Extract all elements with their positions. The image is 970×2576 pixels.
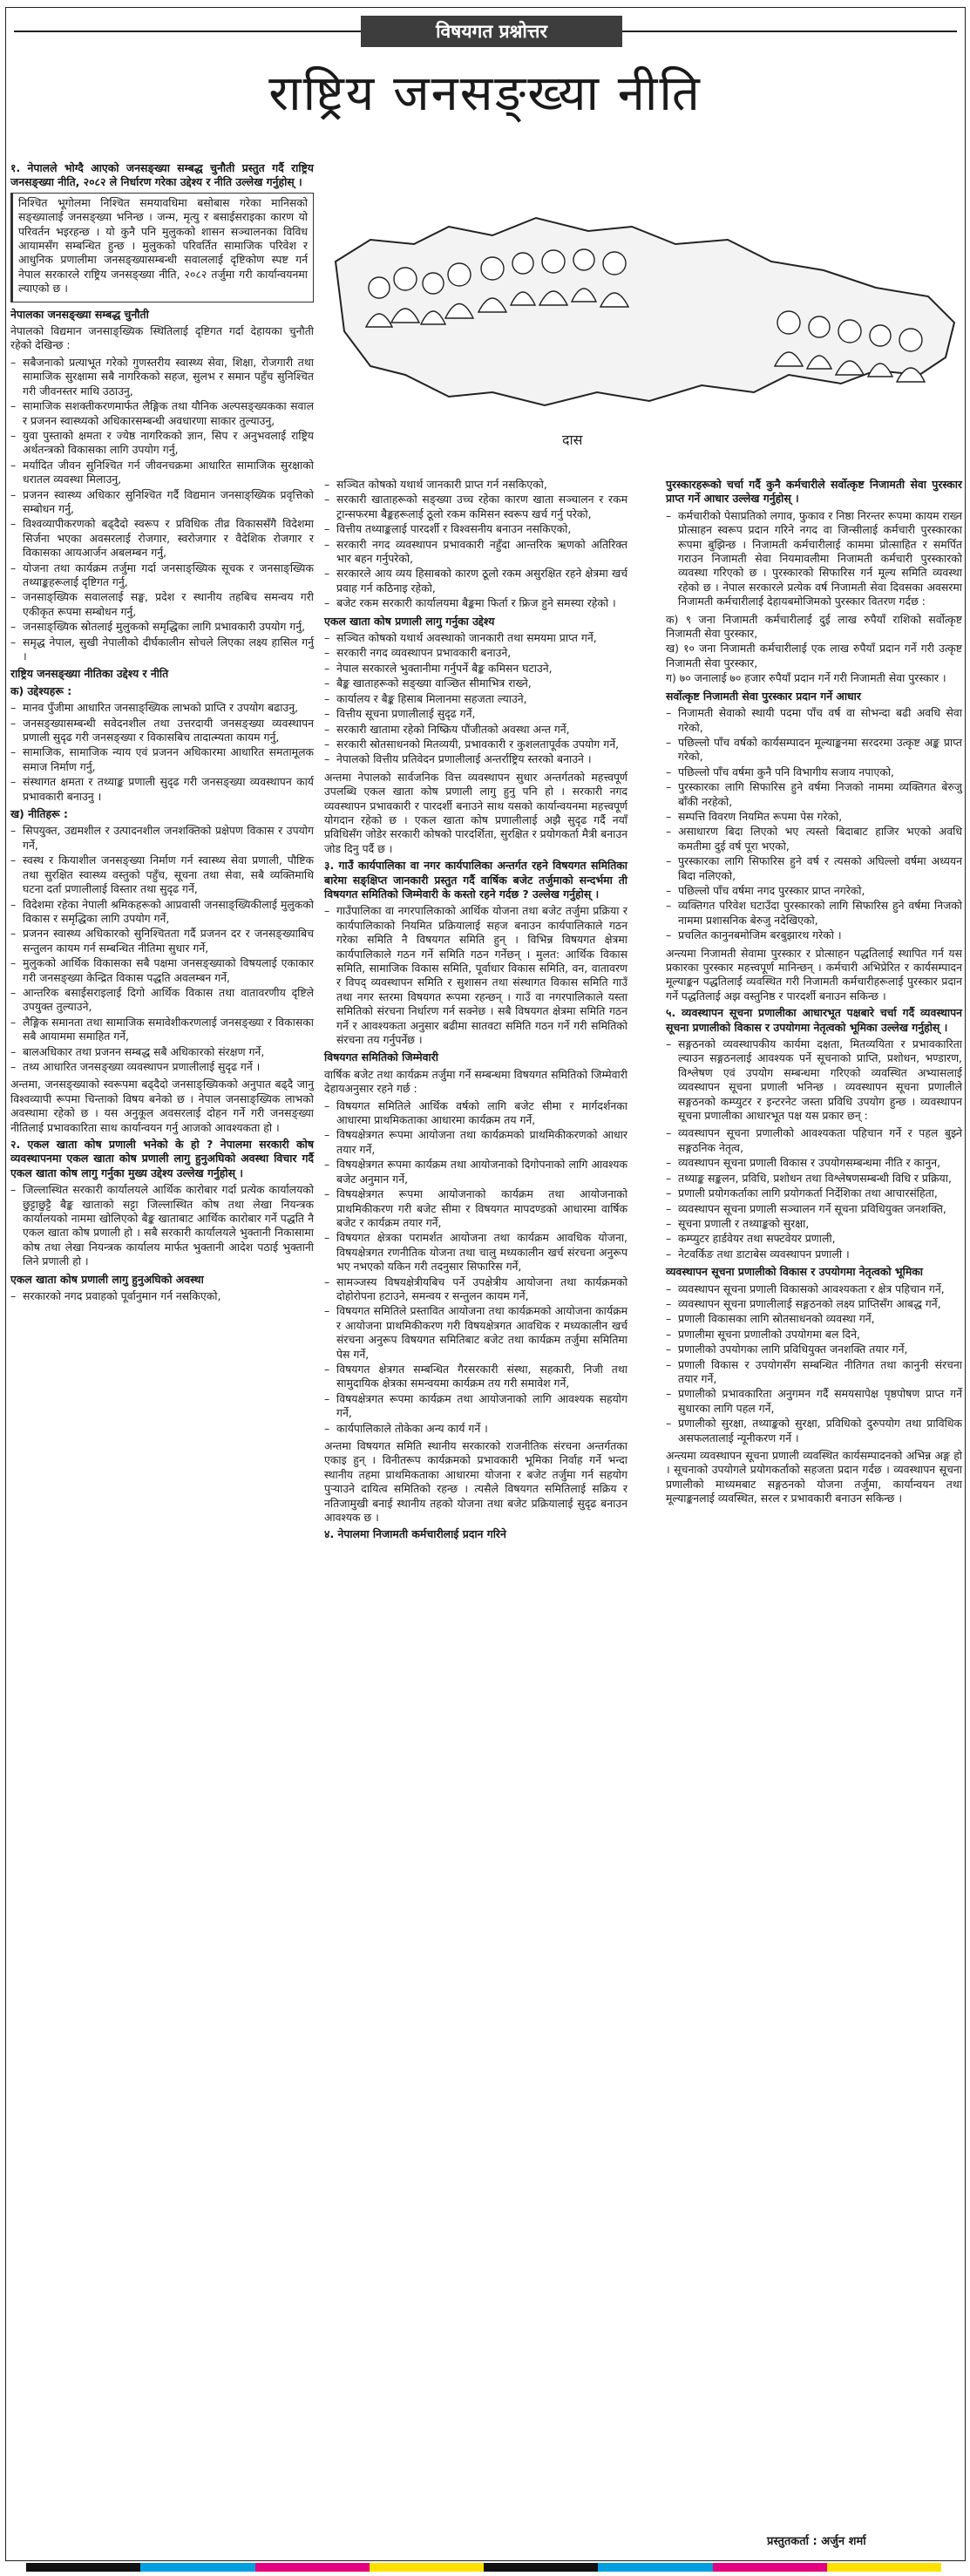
q2-prev-list-cont [324,478,627,611]
leadership-item: – व्यवस्थापन सूचना प्रणालीलाई सङ्गठनको लक्ष्य प्राप्तिसँग आबद्ध गर्ने, [666,1297,962,1311]
q3-resp-item: – विषयगत क्षेत्रका परामर्शत आयोजना तथा कार्यक्रम आवधिक योजना, विषयक्षेत्रगत रणनीतिक योजना तथा चालु मध्यकालीन खर्च संरचना अनुरूप भए नभएको यकिन गरी तदनुसार सिफारिस गर्ने, [324,1231,627,1274]
q3-resp-item: – विषयक्षेत्रगत रूपमा आयोजना तथा कार्यक्रमको प्राथमिकीकरणको आधार तयार गर्ने, [324,1128,627,1157]
challenge-item: – जनसाङ्ख्यिक सवाललाई सङ्घ, प्रदेश र स्थानीय तहबिच समन्वय गरी एकीकृत रूपमा सम्बोधन गर्नु, [10,590,314,619]
policy-item: – स्वस्थ र कियाशील जनसङ्ख्या निर्माण गर्न स्वास्थ्य सेवा प्रणाली, पौष्टिक तथा सुरक्षित स्वास्थ्य वस्तुको पहुँच, सूचना तथा सेवा, सबै व्यक्तिमाथि घटना दर्ता प्रणालीलाई विस्तार तथा सुदृढ गर्ने, [10,853,314,896]
q5-intro: – सङ्गठनको व्यवस्थापकीय कार्यमा दक्षता, मितव्ययिता र प्रभावकारिता ल्याउन सङ्गठनलाई आवश्यक पर्ने सूचनाको प्राप्ति, प्रशोधन, भण्डारण, विश्लेषण एवं उपयोग सम्बन्धमा गरिएको व्यवस्थित अभ्यासलाई व्यवस्थापन सूचना प्रणाली भनिन्छ । व्यवस्थापन सूचना प्रणालीले सङ्गठनको कम्प्युटर र इन्टरनेट जस्ता प्रविधि उपयोग हुन्छ । व्यवस्थापन सूचना प्रणालीका आधारभूत पक्ष यस प्रकार छन् : [666,1037,962,1123]
q2-prev-item: – सरकारी नगद व्यवस्थापन प्रभावकारी नहुँदा आन्तरिक ऋणको अतिरिक्त भार बहन गर्नुपरेको, [324,538,627,567]
objective-item: – संस्थागत क्षमता र तथ्याङ्क प्रणाली सुदृढ गरी जनसङ्ख्या व्यवस्थापन कार्य प्रभावकारी बनाउनु । [10,775,314,804]
q5-closing: अन्त्यमा व्यवस्थापन सूचना प्रणाली व्यवस्थित कार्यसम्पादनको अभिन्न अङ्ग हो । सूचनाको उपयोगले प्रयोगकर्ताको सहजता प्रदान गर्दछ । व्यवस्थापन सूचना प्रणालीको माध्यमबाट सङ्गठनको योजना तर्जुमा, कार्यान्वयन तथा मूल्याङ्कनलाई व्यवस्थित, सरल र प्रभावकारी बनाउन सकिन्छ । [666,1449,962,1505]
mis-basics-list [666,1126,962,1261]
q3-resp-item: – विषयक्षेत्रगत रूपमा कार्यक्रम तथा आयोजनाको दिगोपनाको लागि आवश्यक बजेट अनुमान गर्ने, [324,1158,627,1186]
mis-basic-item: – व्यवस्थापन सूचना प्रणालीको आवश्यकता पहिचान गर्ने र पहल बुझ्ने सङ्गठनिक नेतृत्व, [666,1126,962,1155]
q3-closing: अन्तमा विषयगत समिति स्थानीय सरकारको राजनीतिक संरचना अन्तर्गतका एकाइ हुन् । विनीतरूप कार्यक्रमको प्रभावकारी भूमिका निर्वाह गर्ने भन्दा स्थानीय तहमा प्राथमिकताका आधारमा योजना र बजेट तर्जुमा गर्न सहयोग पुऱ्याउने दायित्व समितिको रहन्छ । त्यसैले विषयगत समितिलाई सक्रिय र नतिजामुखी बनाई स्थानीय तहको योजना तथा बजेट प्रक्रियालाई सुदृढ बनाउन आवश्यक छ । [324,1439,627,1525]
policy-item: – मुलुकको आर्थिक विकासका सबै पक्षमा जनसङ्ख्याको विषयलाई एकाकार गरी जनसङ्ख्या केन्द्रित विकास पद्धति अवलम्बन गर्ने, [10,956,314,985]
challenge-item: – मर्यादित जीवन सुनिश्चित गर्न जीवनचक्रमा आधारित सामाजिक सुरक्षाको धरातल व्यवस्था मिलाउनु, [10,459,314,487]
color-swatch [713,2563,827,2572]
q3-resp-item: – विषयक्षेत्रगत रूपमा आयोजनाको कार्यक्रम तथा आयोजनाको प्राथमिकीकरण गरी बजेट सीमा र विषयगत मापदण्डको आधारमा वार्षिक बजेट र कार्यक्रम तयार गर्ने, [324,1187,627,1230]
mis-basic-item: – व्यवस्थापन सूचना प्रणाली सञ्चालन गर्ने सूचना प्रविधियुक्त जनशक्ति, [666,1202,962,1216]
page-title: राष्ट्रिय जनसङ्ख्या नीति [268,65,702,122]
question-4: ४. नेपालमा निजामती कर्मचारीलाई प्रदान गरिने [324,1527,506,1541]
objectives-heading: राष्ट्रिय जनसङ्ख्या नीतिका उद्देश्य र नीति [10,667,169,681]
nepal-map-outline [336,218,954,405]
leadership-item: – प्रणालीमा सूचना प्रणालीको उपयोगमा बल दिने, [666,1328,962,1342]
awards-list [666,613,962,686]
color-swatch [255,2563,370,2572]
section-band [14,16,957,47]
mis-leadership-list [666,1282,962,1445]
award-basis-heading: सर्वोत्कृष्ट निजामती सेवा पुरस्कार प्रदान गर्ने आधार [666,689,861,703]
q3-resp-item: – सामञ्जस्य विषयक्षेत्रीयबिच पर्ने उपक्षेत्रीय आयोजना तथा कार्यक्रमको दोहोरोपना हटाउने, समन्वय र सन्तुलन कायम गर्ने, [324,1275,627,1304]
nepal-map-crowd-illustration [318,157,963,471]
q1-closing: अन्तमा, जनसङ्ख्याको स्वरूपमा बढ्दैदो जनसाङ्ख्यिकको अनुपात बढ्दै जानु विश्वव्यापी रूपमा चिन्ताको विषय बनेको छ । नेपाल जनसाङ्ख्यिक लाभको अवस्थामा रहेको छ । यस अनुकूल अवसरलाई दोहन गर्ने गरी जनसङ्ख्या नीतिलाई प्रभावकारिता साथ कार्यान्वयन गर्नु आजको आवश्यकता हो । [10,1077,314,1134]
leadership-item: – प्रणालीको सुरक्षा, तथ्याङ्कको सुरक्षा, प्रविधिको दुरुपयोग तथा प्राविधिक असफलतालाई न्यूनीकरण गर्ने । [666,1417,962,1445]
challenge-item: – सबैजनाको प्रत्याभूत गरेको गुणस्तरीय स्वास्थ्य सेवा, शिक्षा, रोजगारी तथा सामाजिक सुरक्षामा सबै नागरिकको सहज, सुलभ र समान पहुँच सुनिश्चित गरी जीवनस्तर माथि उठाउनु, [10,356,314,398]
mis-basic-item: – कम्प्युटर हार्डवेयर तथा सफ्टवेयर प्रणाली, [666,1232,962,1246]
q2-prev-list [10,1289,314,1303]
tsa-objective-item: – सरकारी स्रोतसाधनको मितव्ययी, प्रभावकारी र कुशलतापूर्वक उपयोग गर्ने, [324,737,627,751]
color-swatch [26,2563,140,2572]
objectives-list [10,701,314,804]
q2-prev-item: – सरकारले आय व्यय हिसाबको कारण ठूलो रकम असुरक्षित रहने क्षेत्रमा खर्च प्रवाह गर्न कठिनाइ रहेको, [324,567,627,595]
q2-prev-item: – सरकारको नगद प्रवाहको पूर्वानुमान गर्न नसकिएको, [10,1289,314,1303]
q3-intro: – गाउँपालिका वा नगरपालिकाको आर्थिक योजना तथा बजेट तर्जुमा प्रक्रिया र कार्यपालिकाको नियमित प्रक्रियालाई सहज बनाउन कार्यपालिकाले गठन गरेका समिति नै विषयगत समिति हुन् । विभिन्न विषयगत क्षेत्रमा कार्यपालिकाले गठन गर्ने समिति गठन गर्नेछन् । मुलत: आर्थिक विकास समिति, सामाजिक विकास समिति, पूर्वाधार विकास समिति, वन, वातावरण र विपद् व्यवस्थापन समिति र सुशासन तथा संस्थागत विकास समिति गाउँ तथा नगर स्तरमा विषयगत रूपमा रहन्छन् । गाउँ वा नगरपालिकाले यस्ता समितिको संरचना निर्धारण गर्न सक्नेछ । सबै विषयगत क्षेत्रमा समिति गठन गर्ने र आवश्यकता अनुसार बढीमा सातवटा समिति गठन गर्ने गरी समितिको संरचना तय गर्नुपर्नेछ । [324,904,627,1047]
policy-item: – लैङ्गिक समानता तथा सामाजिक समावेशीकरणलाई जनसङ्ख्या र विकासका सबै आयाममा समाहित गर्ने, [10,1016,314,1044]
section-label: विषयगत प्रश्नोत्तर [361,16,622,47]
award-item: क) ९ जना निजामती कर्मचारीलाई दुई लाख रुपैयाँ राशिको सर्वोत्कृष्ट निजामती सेवा पुरस्कार, [666,612,962,641]
policy-item: – आन्तरिक बसाईसराइलाई दिगो आर्थिक विकास तथा वातावरणीय दृष्टिले उपयुक्त तुल्याउने, [10,986,314,1015]
column-right [666,478,962,1509]
objectives-subheading: क) उद्देश्यहरू : [10,683,72,697]
color-swatch [370,2563,484,2572]
policy-item: – विदेशमा रहेका नेपाली श्रमिकहरूको आप्रवासी जनसाङ्ख्यिकीलाई मुलुकको विकास र समृद्धिका लागि उपयोग गर्ने, [10,898,314,927]
tsa-objective-item: – बैङ्क खाताहरूको सङ्ख्या वाञ्छित सीमाभित्र राख्ने, [324,676,627,690]
question-4-cont: पुरस्कारहरूको चर्चा गर्दै कुनै कर्मचारीले सर्वोत्कृष्ट निजामती सेवा पुरस्कार प्राप्त गर्ने आधार उल्लेख गर्नुहोस् । [666,478,962,506]
q3-resp-item: – विषयक्षेत्रगत रूपमा कार्यक्रम तथा आयोजनाको लागि आवश्यक सहयोग गर्ने, [324,1392,627,1421]
basis-item: – व्यक्तिगत परिवेश घटाउँदा पुरस्कारको लागि सिफारिस हुने वर्षमा निजको नाममा प्रशासनिक बेरुजु नदेखिएको, [666,899,962,928]
objective-item: – सामाजिक, सामाजिक न्याय एवं प्रजनन अधिकारमा आधारित समतामूलक समाज निर्माण गर्नु, [10,745,314,774]
leadership-item: – प्रणाली विकासका लागि स्रोतसाधनको व्यवस्था गर्ने, [666,1312,962,1326]
q3-intro-list [324,904,627,1047]
author-credit: प्रस्तुतकर्ता : अर्जुन शर्मा [767,2535,866,2548]
tsa-objective-item: – नेपाल सरकारले भुक्तानीमा गर्नुपर्ने बैङ्क कमिसन घटाउने, [324,662,627,676]
column-left [10,161,314,1307]
print-color-bar [26,2563,941,2572]
mis-basic-item: – व्यवस्थापन सूचना प्रणाली विकास र उपयोगसम्बन्धमा नीति र कानुन, [666,1156,962,1170]
challenges-heading: नेपालका जनसङ्ख्या सम्बद्ध चुनौती [10,307,149,321]
leadership-item: – प्रणालीको उपयोगका लागि प्रविधियुक्त जनशक्ति तयार गर्ने, [666,1342,962,1356]
q3-resp-item: – विषयगत समितिले प्रस्तावित आयोजना तथा कार्यक्रमको आयोजना कार्यक्रम र आयोजना प्राथमिकीकरण गरी विषयक्षेत्रगत आवधिक र मध्यकालीन खर्च संरचना अनुरूप विषयगत समितिबाट बजेट तथा कार्यक्रम तर्जुमा समितिमा पेस गर्ने, [324,1304,627,1362]
tsa-objective-item: – सरकारी नगद व्यवस्थापन प्रभावकारी बनाउने, [324,646,627,660]
color-swatch [484,2563,598,2572]
leadership-item: – प्रणालीको प्रभावकारिता अनुगमन गर्दै समयसापेक्ष पृष्ठपोषण प्राप्त गर्ने सुधारका लागि पहल गर्ने, [666,1387,962,1416]
tsa-objective-item: – नेपालको वित्तीय प्रतिवेदन प्रणालीलाई अन्तर्राष्ट्रिय स्तरको बनाउने । [324,752,627,766]
question-5: ५. व्यवस्थापन सूचना प्रणालीका आधारभूत पक्षबारे चर्चा गर्दै व्यवस्थापन सूचना प्रणालीको विकास र उपयोगमा नेतृत्वको भूमिका उल्लेख गर्नुहोस् । [666,1006,962,1034]
mis-basic-item: – सूचना प्रणाली र तथ्याङ्कको सुरक्षा, [666,1217,962,1231]
artist-signature: दास [562,432,583,448]
challenge-item: – सामाजिक सशक्तीकरणमार्फत लैङ्गिक तथा यौनिक अल्पसङ्ख्यकका सवाल र प्रजनन स्वास्थ्यको अधिकारसम्बन्धी अवधारणा साकार तुल्याउनु, [10,399,314,428]
challenge-item: – युवा पुस्ताको क्षमता र ज्येष्ठ नागरिकको ज्ञान, सिप र अनुभवलाई राष्ट्रिय अर्थतन्त्रको विकासका लागि उपयोग गर्नु, [10,429,314,458]
mis-basic-item: – नेटवर्किङ तथा डाटाबेस व्यवस्थापन प्रणाली । [666,1247,962,1261]
q4-intro-list [666,509,962,609]
challenge-item: – योजना तथा कार्यक्रम तर्जुमा गर्दा जनसाङ्ख्यिक सूचक र जनसाङ्ख्यिक तथ्याङ्कहरूलाई दृष्टिगत गर्नु, [10,561,314,590]
q2-prev-item: – वित्तीय तथ्याङ्कलाई पारदर्शी र विश्वसनीय बनाउन नसकिएको, [324,522,627,536]
q2-prev-item: – बजेट रकम सरकारी कार्यालयमा बैङ्कमा फिर्ता र फ्रिज हुने समस्या रहेको । [324,596,627,610]
challenges-list [10,356,314,664]
color-swatch [140,2563,254,2572]
award-item: ग) ७० जनालाई ७० हजार रुपैयाँ प्रदान गर्ने गरी निजामती सेवा पुरस्कार । [666,671,946,685]
q4-closing: अन्त्यमा निजामती सेवामा पुरस्कार र प्रोत्साहन पद्धतिलाई स्थापित गर्न यस प्रकारका पुरस्कार महत्त्वपूर्ण मानिन्छन् । कर्मचारी अभिप्रेरित र कार्यसम्पादन मूल्याङ्कन पद्धतिलाई व्यवस्थित गरी निजामती कर्मचारीहरूलाई पुरस्कार प्रदान गर्ने पद्धतिलाई अझ वस्तुनिष्ठ र पारदर्शी बनाउन सकिन्छ । [666,946,962,1003]
q3-resp-list [324,1099,627,1436]
tsa-objective-item: – कार्यालय र बैङ्क हिसाब मिलानमा सहजता ल्याउने, [324,692,627,706]
challenge-item: – प्रजनन स्वास्थ्य अधिकार सुनिश्चित गर्दै विद्यमान जनसाङ्ख्यिक प्रवृत्तिको सम्बोधन गर्नु, [10,488,314,517]
award-basis-list [666,706,962,943]
policy-item: – सिपयुक्त, उद्यमशील र उत्पादनशील जनशक्तिको प्रक्षेपण विकास र उपयोग गर्ने, [10,824,314,853]
objective-item: – मानव पुँजीमा आधारित जनसाङ्ख्यिक लाभको प्राप्ति र उपयोग बढाउनु, [10,701,314,715]
q4-intro: – कर्मचारीको पेसाप्रतिको लगाव, फुकाव र निष्ठा निरन्तर रूपमा कायम राख्न प्रोत्साहन स्वरूप प्रदान गरिने नगद वा जिन्सीलाई कर्मचारी पुरस्कारका रूपमा बुझिन्छ । निजामती कर्मचारीलाई काममा प्रोत्साहित र समर्पित गराउन निजामती सेवा नियमावलीमा निजामती कर्मचारी पुरस्कारको व्यवस्था गरिएको छ । पुरस्कारको सिफारिस गर्न मूल्य समिति व्यवस्था रहेको छ । नेपाल सरकारले प्रत्येक वर्ष निजामती सेवा दिवसका अवसरमा निजामती कर्मचारीलाई देहायबमोजिमको पुरस्कार वितरण गर्दछ : [666,509,962,609]
mis-basic-item: – तथ्याङ्क सङ्कलन, प्रविधि, प्रशोधन तथा विश्लेषणसम्बन्धी विधि र प्रक्रिया, [666,1172,962,1186]
q2-prev-item: – सञ्चित कोषको यथार्थ जानकारी प्राप्त गर्न नसकिएको, [324,478,627,492]
challenge-item: – जनसाङ्ख्यिक स्रोतलाई मुलुकको समृद्धिका लागि प्रभावकारी उपयोग गर्नु, [10,620,314,634]
award-item: ख) १० जना निजामती कर्मचारीलाई एक लाख रुपैयाँ प्रदान गर्ने गरी उत्कृष्ट निजामती सेवा पुरस्कार, [666,642,962,669]
question-2: २. एकल खाता कोष प्रणाली भनेको के हो ? नेपालमा सरकारी कोष व्यवस्थापनमा एकल खाता कोष प्रणाली लागु हुनुअघिको अवस्था विचार गर्दै एकल खाता कोष लागु गर्नुका मुख्य उद्देश्य उल्लेख गर्नुहोस् । [10,1138,314,1179]
q2-prev-item: – सरकारी खाताहरूको सङ्ख्या उच्च रहेका कारण खाता सञ्चालन र रकम ट्रान्सफरमा बैङ्कहरूलाई ठूलो रकम कमिसन स्वरूप खर्च गर्नु परेको, [324,493,627,521]
q3-resp-item: – विषयगत समितिले आर्थिक वर्षको लागि बजेट सीमा र मार्गदर्शनका आधारमा प्राथमिकताका आधारमा कार्यक्रम तय गर्ने, [324,1099,627,1128]
q3-resp-item: – कार्यपालिकाले तोकेका अन्य कार्य गर्ने । [324,1422,627,1436]
q2-definition-list [10,1183,314,1268]
basis-item: – पछिल्लो पाँच वर्षको कार्यसम्पादन मूल्याङ्कनमा सरदरमा उत्कृष्ट अङ्क प्राप्त गरेको, [666,736,962,765]
basis-item: – सम्पत्ति विवरण नियमित रूपमा पेस गरेको, [666,810,962,824]
challenges-intro: नेपालको विद्यमान जनसाङ्ख्यिक स्थितिलाई दृष्टिगत गर्दा देहायका चुनौती रहेको देखिन्छ : [10,324,314,352]
q1-intro-text: निश्चित भूगोलमा निश्चित समयावधिमा बसोबास गरेका मानिसको सङ्ख्यालाई जनसङ्ख्या भनिन्छ । जन्म, मृत्यु र बसाईसराइका कारण यो परिवर्तन भइरहन्छ । यो कुनै पनि मुलुकको शासन सञ्चालनका विविध आयामसँग सम्बन्धित हुन्छ । मुलुकको परिवर्तित सामाजिक परिवेश र आधुनिक प्रणालीमा जनसङ्ख्यासम्बन्धी सवाललाई दृष्टिकोण स्पष्ट गर्न नेपाल सरकारले राष्ट्रिय जनसङ्ख्या नीति, २०८२ तर्जुमा गरी कार्यान्वयनमा ल्याएको छ । [18,195,308,296]
policy-item: – प्रजनन स्वास्थ्य अधिकारको सुनिश्चितता गर्दै प्रजनन दर र जनसङ्ख्याबिच सन्तुलन कायम गर्न सम्बन्धित नीतिमा सुधार गर्ने, [10,927,314,955]
q2-prev-heading: एकल खाता कोष प्रणाली लागु हुनुअघिको अवस्था [10,1272,204,1286]
tsa-objective-item: – वित्तीय सूचना प्रणालीलाई सुदृढ गर्ने, [324,707,627,721]
basis-item: – प्रचलित कानुनबमोजिम बरबुझारथ गरेको । [666,928,962,942]
policies-list [10,824,314,1074]
color-swatch [827,2563,941,2572]
q3-resp-item: – विषयगत क्षेत्रगत सम्बन्धित गैरसरकारी संस्था, सहकारी, निजी तथा सामुदायिक क्षेत्रका समन्वयमा कार्यक्रम तय गरी समावेश गर्ने, [324,1363,627,1391]
tsa-objectives-list [324,631,627,767]
basis-item: – पछिल्लो पाँच वर्षमा नगद पुरस्कार प्राप्त नगरेको, [666,884,962,898]
leadership-item: – व्यवस्थापन सूचना प्रणाली विकासको आवश्यकता र क्षेत्र पहिचान गर्ने, [666,1282,962,1296]
q3-resp-intro: वार्षिक बजेट तथा कार्यक्रम तर्जुमा गर्ने सम्बन्धमा विषयगत समितिको जिम्मेवारी देहायअनुसार रहने गर्छ : [324,1067,627,1096]
tsa-objective-item: – सरकारी खातामा रहेको निष्क्रिय पौंजीतको अवस्था अन्त गर्ने, [324,723,627,737]
leadership-item: – प्रणाली विकास र उपयोगसँग सम्बन्धित नीतिगत तथा कानुनी संरचना तयार गर्ने, [666,1358,962,1387]
challenge-item: – विश्वव्यापीकरणको बढ्दैदो स्वरूप र प्रविधिक तीव्र विकाससँगै विदेशमा सिर्जना भएका अवसरलाई रोजगार, स्वरोजगार र वैदेशिक रोजगार र विकासका आयआर्जन अबलम्बन गर्नु, [10,517,314,560]
basis-item: – पुरस्कारका लागि सिफारिस हुने वर्षमा निजको नाममा व्यक्तिगत बेरुजु बाँकी नरहेको, [666,780,962,809]
basis-item: – पछिल्लो पाँच वर्षमा कुनै पनि विभागीय सजाय नपाएको, [666,765,962,779]
basis-item: – निजामती सेवाको स्थायी पदमा पाँच वर्ष वा सोभन्दा बढी अवधि सेवा गरेको, [666,706,962,735]
basis-item: – पुरस्कारका लागि सिफारिस हुने वर्ष र त्यसको अघिल्लो वर्षमा अध्ययन बिदा नलिएको, [666,854,962,883]
mis-basic-item: – प्रणाली प्रयोगकर्ताका लागि प्रयोगकर्ता निर्देशिका तथा आचारसंहिता, [666,1186,962,1200]
question-1: १. नेपालले भोग्दै आएको जनसङ्ख्या सम्बद्ध चुनौती प्रस्तुत गर्दै राष्ट्रिय जनसङ्ख्या नीति, २०८२ ले निर्धारण गरेका उद्देश्य र नीति उल्लेख गर्नुहोस् । [10,161,314,189]
tsa-objective-item: – सञ्चित कोषको यथार्थ अवस्थाको जानकारी तथा समयमा प्राप्त गर्ने, [324,631,627,645]
policy-item: – तथ्य आधारित जनसङ्ख्या व्यवस्थापन प्रणालीलाई सुदृढ गर्ने । [10,1060,314,1074]
q5-intro-list [666,1037,962,1123]
question-3: ३. गाउँ कार्यपालिका वा नगर कार्यपालिका अन्तर्गत रहने विषयगत समितिका बारेमा सङ्क्षिप्त जानकारी प्रस्तुत गर्दै वार्षिक बजेट तर्जुमाको सन्दर्भमा ती विषयगत समितिको जिम्मेवारी के कस्तो रहने गर्दछ ? उल्लेख गर्नुहोस् । [324,859,627,901]
q2-closing: अन्तमा नेपालको सार्वजनिक वित्त व्यवस्थापन सुधार अन्तर्गतको महत्त्वपूर्ण उपलब्धि एकल खाता कोष प्रणाली लागु हुनु पनि हो । सरकारी नगद व्यवस्थापन प्रभावकारी र पारदर्शी बनाउने साथ यसको कार्यान्वयनमा महत्त्वपूर्ण योगदान रहेको छ । एकल खाता कोष प्रणालीलाई अझै सुदृढ गर्दै नयाँ प्रविधिसँग जोडेर सरकारी कोषको पारदर्शिता, सुरक्षित र प्रयोगकर्ता मैत्री बनाउन जोड दिनु पर्दै छ । [324,770,627,855]
color-swatch [598,2563,712,2572]
challenge-item: – समृद्ध नेपाल, सुखी नेपालीको दीर्घकालीन सोचले लिएका लक्ष्य हासिल गर्नु । [10,636,314,664]
basis-item: – असाधारण बिदा लिएको भए त्यस्तो बिदाबाट हाजिर भएको अवधि कमतीमा दुई वर्ष पूरा भएको, [666,825,962,853]
objective-item: – जनसङ्ख्यासम्बन्धी सवेदनशील तथा उत्तरदायी जनसङ्ख्या व्यवस्थापन प्रणाली सुदृढ गरी जनसङ्ख्या र विकासबिच तादात्म्यता कायम गर्नु, [10,717,314,745]
tsa-objectives-heading: एकल खाता कोष प्रणाली लागु गर्नुका उद्देश्य [324,614,495,628]
column-middle [324,478,627,1545]
q1-intro-box [10,193,314,302]
policy-item: – बालअधिकार तथा प्रजनन सम्बद्ध सबै अधिकारको संरक्षण गर्ने, [10,1045,314,1059]
policies-subheading: ख) नीतिहरू : [10,807,68,821]
q2-definition: – जिल्लास्थित सरकारी कार्यालयले आर्थिक कारोबार गर्दा प्रत्येक कार्यालयको छुट्टाछुट्टै बैङ्क खाताको सट्टा जिल्लास्थित कोष तथा लेखा नियन्त्रक कार्यालयको नाममा खोलिएको बैङ्क खाताबाट आर्थिक कारोबार गर्ने पद्धति नै एकल खाता कोष प्रणाली हो । सबै सरकारी कार्यालयले भुक्तानी निकासामा कोष तथा लेखा नियन्त्रक कार्यालय मार्फत भुक्तानी आदेश पठाई भुक्तानी लिने प्रणाली हो । [10,1183,314,1268]
q3-resp-heading: विषयगत समितिको जिम्मेवारी [324,1050,438,1064]
mis-leadership-heading: व्यवस्थापन सूचना प्रणालीको विकास र उपयोगमा नेतृत्वको भूमिका [666,1265,923,1279]
